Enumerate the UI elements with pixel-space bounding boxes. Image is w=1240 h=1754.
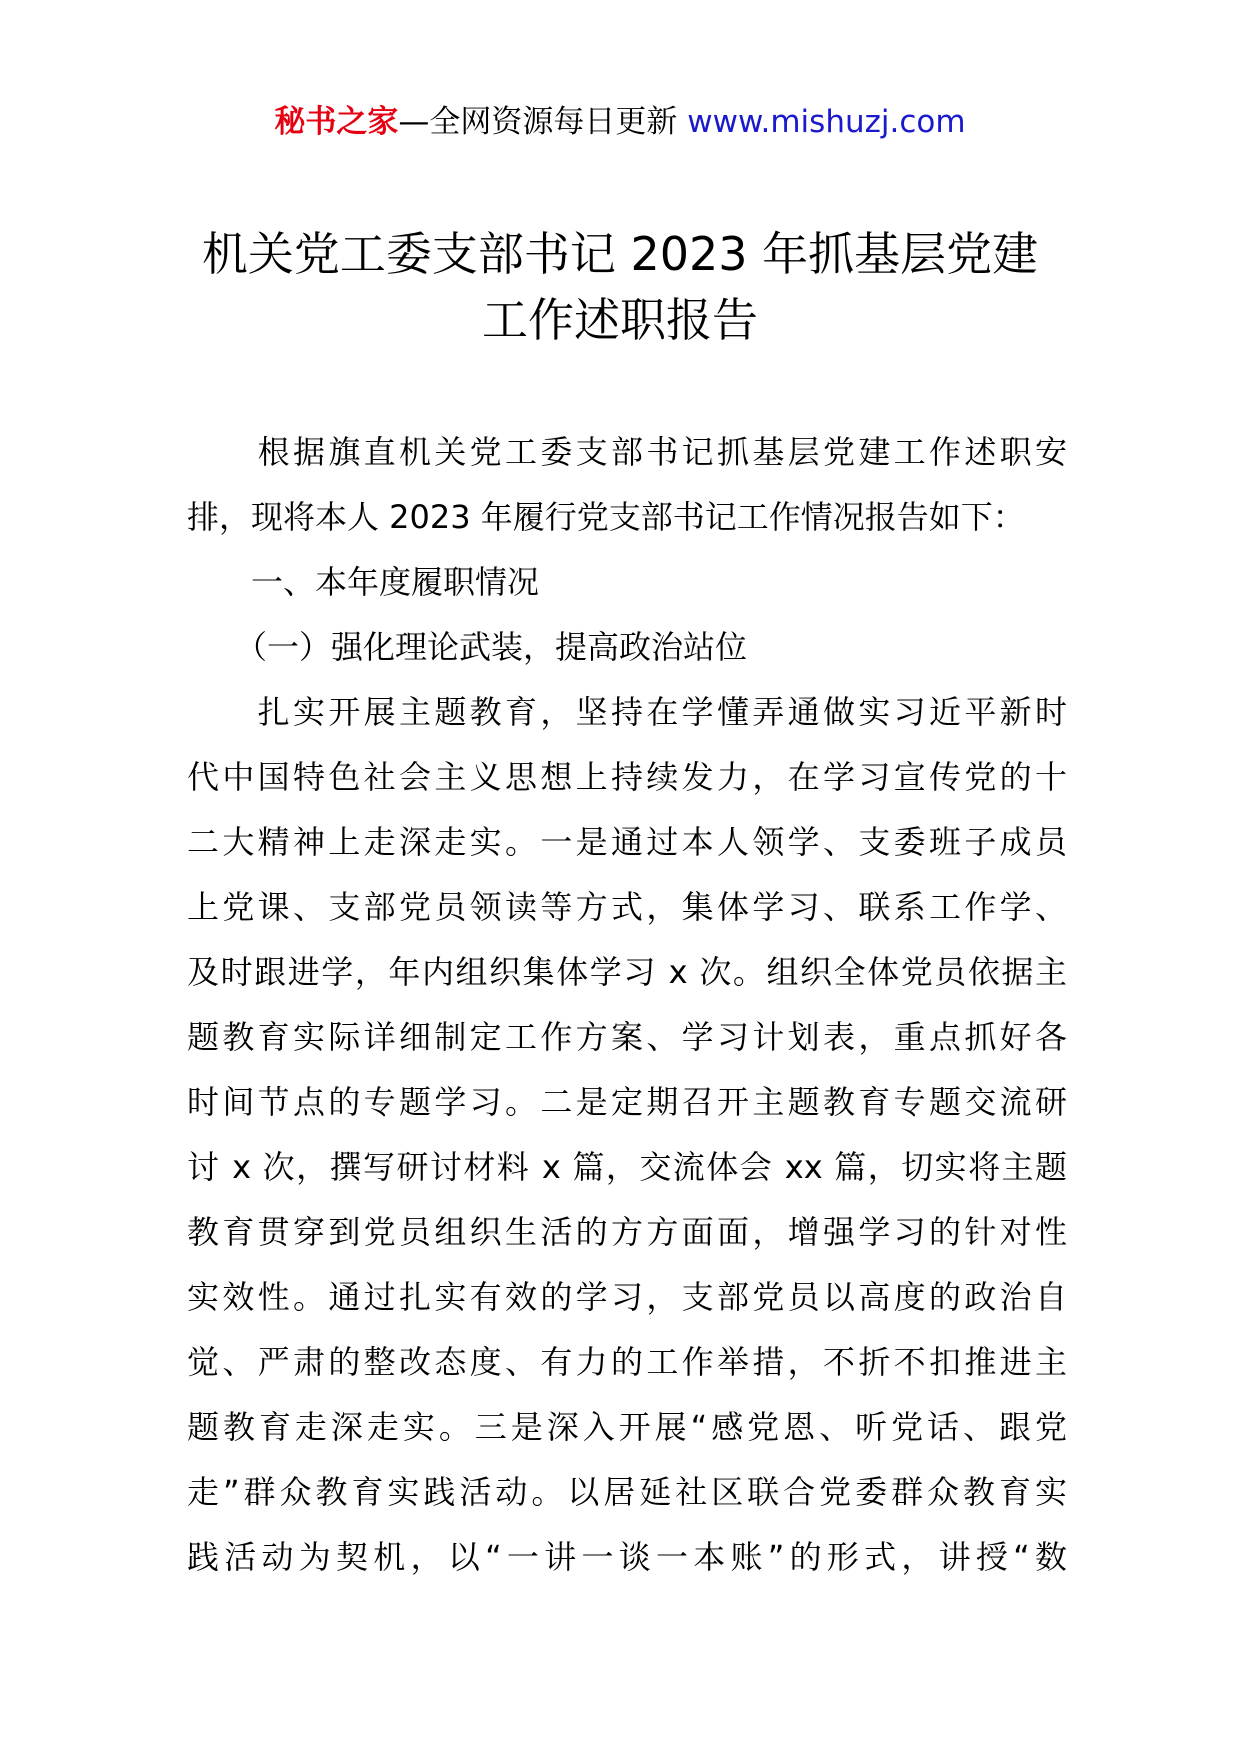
body-line: 题教育走深走实。三是深入开展“感党恩、听党话、跟党	[187, 1408, 1067, 1446]
title-line: 机关党工委支部书记 2023 年抓基层党建	[201, 227, 1039, 281]
body-line: 及时跟进学，年内组织集体学习 x 次。组织全体党员依据主	[187, 953, 1067, 991]
title-line: 工作述职报告	[482, 293, 758, 347]
site-brand: 秘书之家	[274, 104, 399, 140]
document-body	[187, 420, 1067, 1590]
body-line: 践活动为契机，以“一讲一谈一本账”的形式，讲授“数	[187, 1538, 1067, 1576]
body-line: 代中国特色社会主义思想上持续发力，在学习宣传党的十	[187, 758, 1067, 796]
subsection-heading: （一）强化理论武装，提高政治站位	[187, 628, 748, 666]
body-line: 根据旗直机关党工委支部书记抓基层党建工作述职安	[187, 433, 1067, 471]
document-title	[150, 221, 1090, 353]
body-line: 二大精神上走深走实。一是通过本人领学、支委班子成员	[187, 823, 1067, 861]
body-line: 讨 x 次，撰写研讨材料 x 篇，交流体会 xx 篇，切实将主题	[187, 1148, 1067, 1186]
body-line: 排，现将本人 2023 年履行党支部书记工作情况报告如下：	[187, 498, 1025, 536]
site-tagline: —全网资源每日更新	[398, 104, 688, 140]
site-header	[0, 100, 1240, 144]
site-url-link[interactable]: www.mishuzj.com	[687, 104, 966, 140]
body-line: 题教育实际详细制定工作方案、学习计划表，重点抓好各	[187, 1018, 1067, 1056]
body-line: 觉、严肃的整改态度、有力的工作举措，不折不扣推进主	[187, 1343, 1067, 1381]
body-line: 上党课、支部党员领读等方式，集体学习、联系工作学、	[187, 888, 1067, 926]
section-heading: 一、本年度履职情况	[187, 563, 540, 601]
body-line: 时间节点的专题学习。二是定期召开主题教育专题交流研	[187, 1083, 1067, 1121]
body-line: 教育贯穿到党员组织生活的方方面面，增强学习的针对性	[187, 1213, 1067, 1251]
body-line: 实效性。通过扎实有效的学习，支部党员以高度的政治自	[187, 1278, 1067, 1316]
body-line: 扎实开展主题教育，坚持在学懂弄通做实习近平新时	[187, 693, 1067, 731]
body-line: 走”群众教育实践活动。以居延社区联合党委群众教育实	[187, 1473, 1067, 1511]
